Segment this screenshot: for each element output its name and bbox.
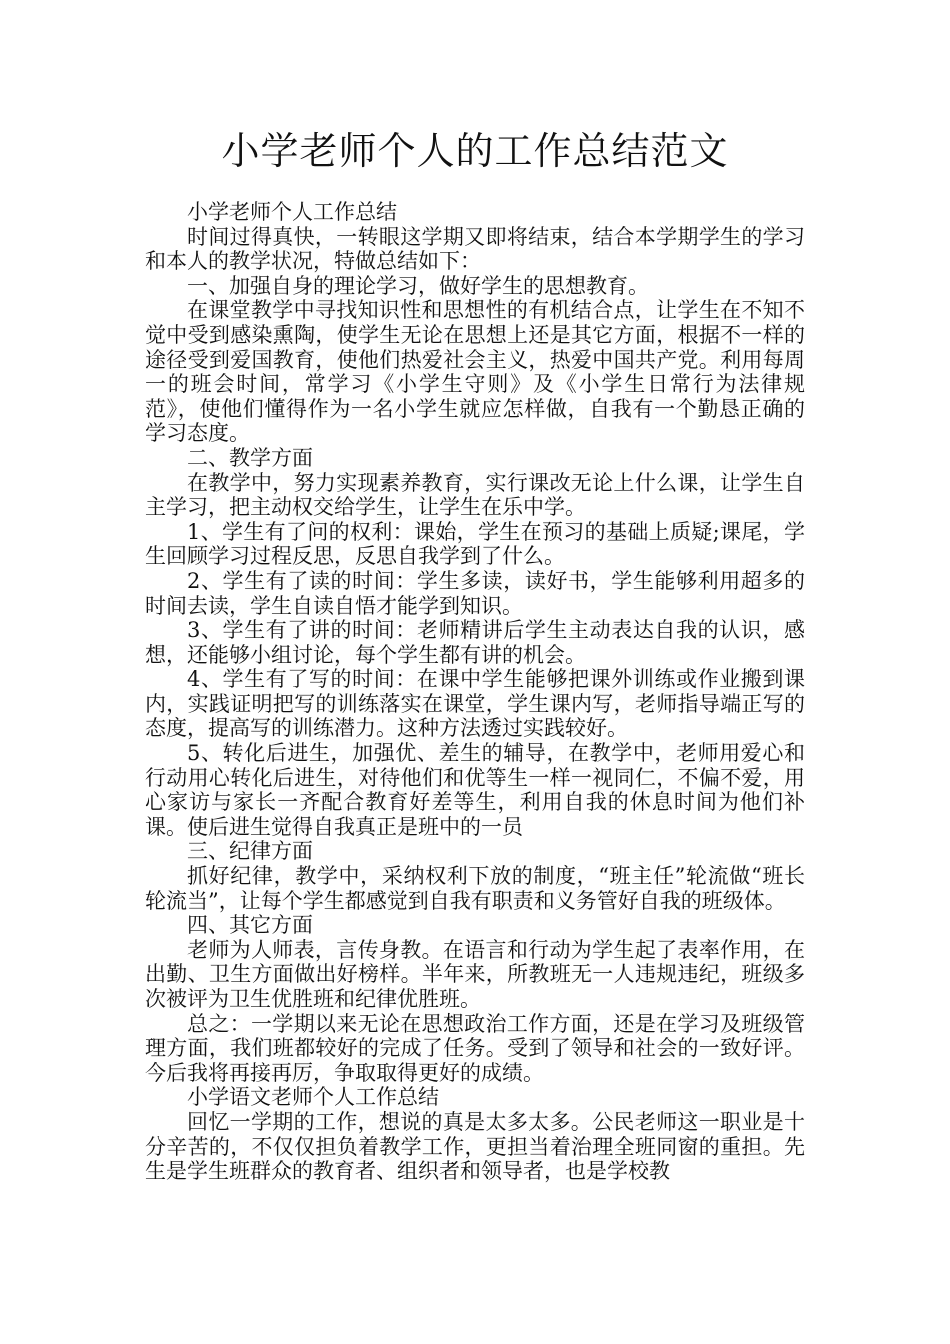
body-paragraph: 总之：一学期以来无论在思想政治工作方面，还是在学习及班级管理方面，我们班都较好的完成了任务。受到了领导和社会的一致好评。今后我将再接再厉，争取取得更好的成绩。 — [145, 1011, 805, 1085]
heading-paragraph: 小学老师个人工作总结 — [187, 200, 397, 224]
list-item-paragraph: 5、转化后进生，加强优、差生的辅导，在教学中，老师用爱心和行动用心转化后进生，对待他们和优等生一样一视同仁，不偏不爱，用心家访与家长一齐配合教育好差等生，利用自我的休息时间为他们补课。使后进生觉得自我真正是班中的一员 — [145, 741, 805, 839]
list-item-paragraph: 1、学生有了问的权利：课始，学生在预习的基础上质疑;课尾，学生回顾学习过程反思，反思自我学到了什么。 — [145, 519, 805, 569]
body-paragraph: 时间过得真快，一转眼这学期又即将结束，结合本学期学生的学习和本人的教学状况，特做总结如下： — [145, 224, 805, 274]
document-body — [145, 200, 805, 1184]
body-paragraph: 在教学中，努力实现素养教育，实行课改无论上什么课，让学生自主学习，把主动权交给学生，让学生在乐中学。 — [145, 470, 805, 520]
section-heading: 四、其它方面 — [187, 913, 313, 938]
body-paragraph: 老师为人师表，言传身教。在语言和行动为学生起了表率作用，在出勤、卫生方面做出好榜样。半年来，所教班无一人违规违纪，班级多次被评为卫生优胜班和纪律优胜班。 — [145, 937, 805, 1011]
section-heading: 二、教学方面 — [187, 445, 313, 470]
body-paragraph: 在课堂教学中寻找知识性和思想性的有机结合点，让学生在不知不觉中受到感染熏陶，使学生无论在思想上还是其它方面，根据不一样的途径受到爱国教育，使他们热爱社会主义，热爱中国共产党。利用每周一的班会时间，常学习《小学生守则》及《小学生日常行为法律规范》，使他们懂得作为一名小学生就应怎样做，自我有一个勤恳正确的学习态度。 — [145, 298, 805, 446]
body-paragraph: 回忆一学期的工作，想说的真是太多太多。公民老师这一职业是十分辛苦的，不仅仅担负着教学工作，更担当着治理全班同窗的重担。先生是学生班群众的教育者、组织者和领导者，也是学校教 — [145, 1109, 805, 1184]
document-title: 小学老师个人的工作总结范文 — [221, 129, 729, 173]
section-heading: 一、加强自身的理论学习，做好学生的思想教育。 — [187, 273, 649, 298]
list-item-paragraph: 3、学生有了讲的时间：老师精讲后学生主动表达自我的认识，感想，还能够小组讨论，每个学生都有讲的机会。 — [145, 618, 805, 667]
heading-paragraph: 小学语文老师个人工作总结 — [187, 1085, 439, 1110]
list-item-paragraph: 4、学生有了写的时间：在课中学生能够把课外训练或作业搬到课内，实践证明把写的训练落实在课堂，学生课内写，老师指导端正写的态度，提高写的训练潜力。这种方法透过实践较好。 — [145, 667, 805, 741]
section-heading: 三、纪律方面 — [187, 839, 313, 864]
body-paragraph: 抓好纪律，教学中，采纳权利下放的制度，“班主任”轮流做“班长轮流当”，让每个学生都感觉到自我有职责和义务管好自我的班级体。 — [145, 864, 805, 913]
list-item-paragraph: 2、学生有了读的时间：学生多读，读好书，学生能够利用超多的时间去读，学生自读自悟才能学到知识。 — [145, 568, 805, 618]
